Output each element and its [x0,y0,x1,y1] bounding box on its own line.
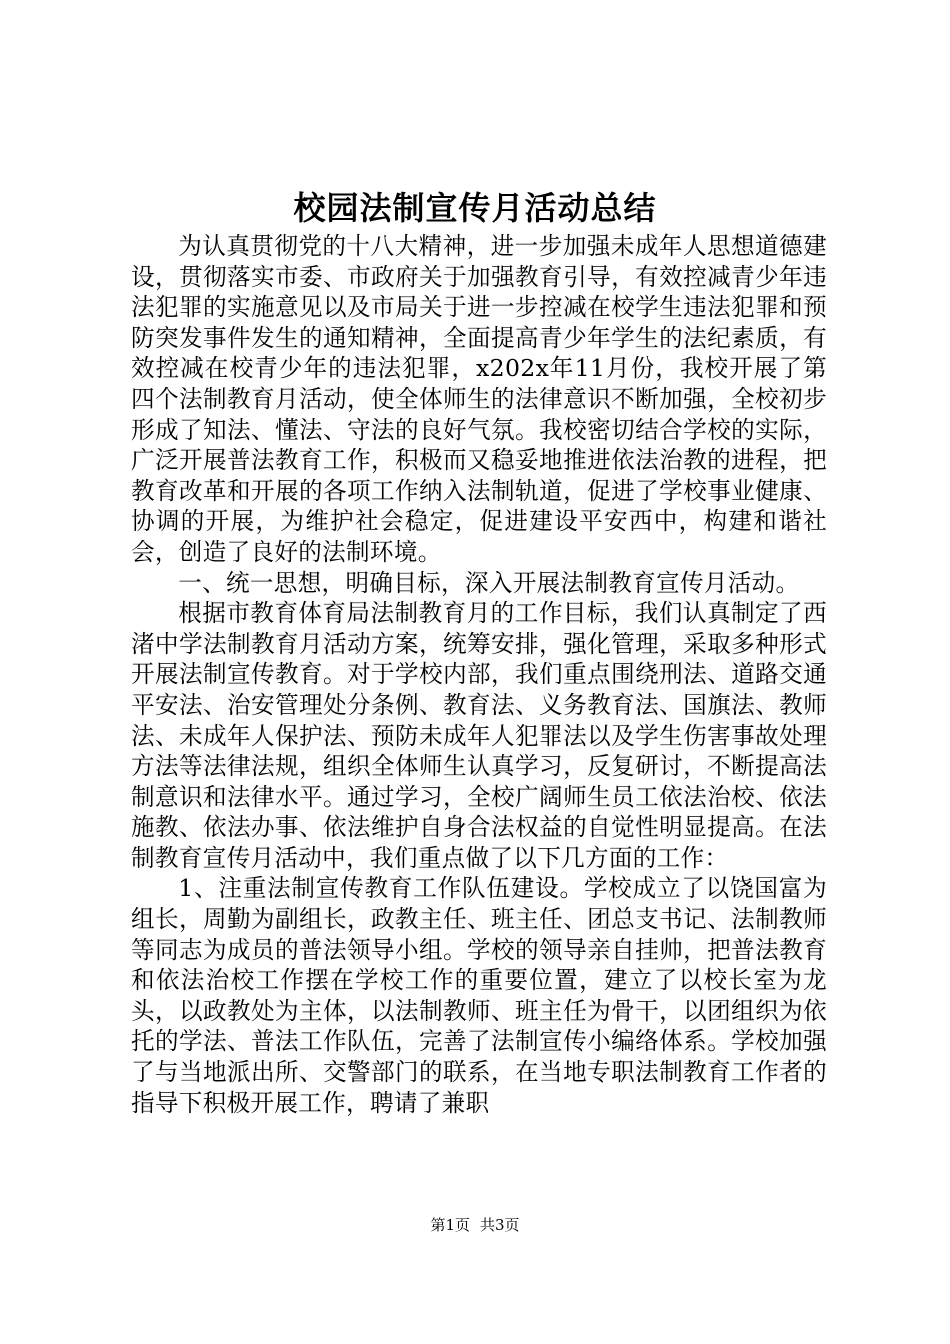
section-heading-1: 一、统一思想，明确目标，深入开展法制教育宣传月活动。 [178,568,800,597]
page-total: 共3页 [480,1216,520,1234]
paragraph-intro: 为认真贯彻党的十八大精神，进一步加强未成年人思想道德建设，贯彻落实市委、市政府关于加强教育引导，有效控减青少年违法犯罪的实施意见以及市局关于进一步控减在校学生违法犯罪和预防突发事件发生的通知精神，全面提高青少年学生的法纪素质，有效控减在校青少年的违法犯罪，x202x年11月份，我校开展了第四个法制教育月活动，使全体师生的法律意识不断加强，全校初步形成了知法、懂法、守法的良好气氛。我校密切结合学校的实际，广泛开展普法教育工作，积极而又稳妥地推进依法治教的进程，把教育改革和开展的各项工作纳入法制轨道，促进了学校事业健康、协调的开展，为维护社会稳定，促进建设平安西中，构建和谐社会，创造了良好的法制环境。 [131,232,827,566]
paragraph-section-1: 根据市教育体育局法制教育月的工作目标，我们认真制定了西渚中学法制教育月活动方案，统筹安排，强化管理，采取多种形式开展法制宣传教育。对于学校内部，我们重点围绕刑法、道路交通平安法、治安管理处分条例、教育法、义务教育法、国旗法、教师法、未成年人保护法、预防未成年人犯罪法以及学生伤害事故处理方法等法律法规，组织全体师生认真学习，反复研讨，不断提高法制意识和法律水平。通过学习，全校广阔师生员工依法治校、依法施教、依法办事、依法维护自身合法权益的自觉性明显提高。在法制教育宣传月活动中，我们重点做了以下几方面的工作： [131,599,827,872]
paragraph-item-1: 1、注重法制宣传教育工作队伍建设。学校成立了以饶国富为组长，周勤为副组长，政教主任、班主任、团总支书记、法制教师等同志为成员的普法领导小组。学校的领导亲自挂帅，把普法教育和依法治校工作摆在学校工作的重要位置，建立了以校长室为龙头，以政教处为主体，以法制教师、班主任为骨干，以团组织为依托的学法、普法工作队伍，完善了法制宣传小编络体系。学校加强了与当地派出所、交警部门的联系，在当地专职法制教育工作者的指导下积极开展工作，聘请了兼职 [131,874,827,1117]
document-body [131,231,827,1118]
page-footer [0,1215,950,1235]
document-title: 校园法制宣传月活动总结 [293,189,657,227]
page-number: 第1页 [430,1216,470,1234]
